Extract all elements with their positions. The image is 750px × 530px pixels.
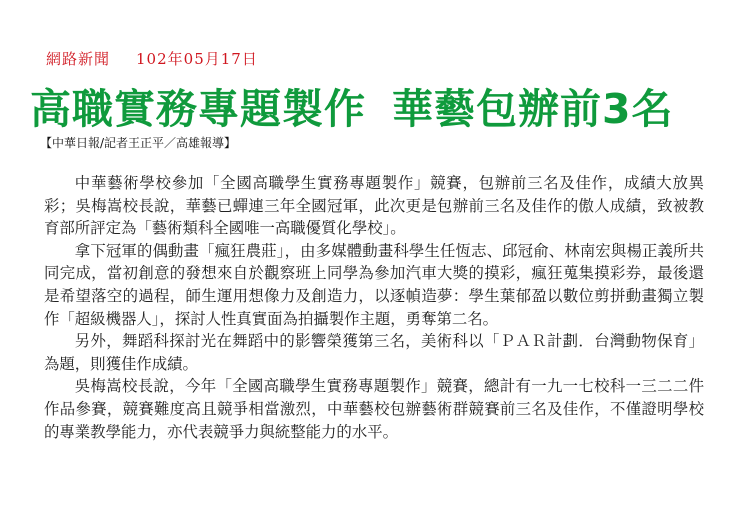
headline xyxy=(30,76,674,135)
news-section-label: 網路新聞 xyxy=(46,50,111,68)
article-paragraph: 吳梅嵩校長說，今年「全國高職學生實務專題製作」競賽，總計有一九一七校科一三二二件作品參賽，競賽難度高且競爭相當激烈，中華藝校包辦藝術群競賽前三名及佳作，不僅證明學校的專業教學能力，亦代表競爭力與統整能力的水平。 xyxy=(44,377,704,441)
article-body xyxy=(44,172,704,443)
headline-part2: 華藝包辦前3名 xyxy=(392,85,674,133)
article-paragraph: 拿下冠軍的偶動畫「瘋狂農莊」，由多媒體動畫科學生任恆志、邱冠俞、林南宏與楊正義所共同完成，當初創意的發想來自於觀察班上同學為參加汽車大獎的摸彩，瘋狂蒐集摸彩券，最後還是希望落空的過程，師生運用想像力及創造力，以逐幀造夢：學生葉郁盈以數位剪拼動畫獨立製作「超級機器人」，探討人性真實面為拍攝製作主題，勇奪第二名。 xyxy=(44,241,704,328)
article-paragraph: 中華藝術學校參加「全國高職學生實務專題製作」競賽，包辦前三名及佳作，成績大放異彩；吳梅嵩校長說，華藝已蟬連三年全國冠軍，此次更是包辦前三名及佳作的傲人成績，致被教育部所評定為「藝術類科全國唯一高職優質化學校」。 xyxy=(44,174,704,238)
byline: 【中華日報/記者王正平／高雄報導】 xyxy=(40,136,237,150)
news-date: 102年05月17日 xyxy=(136,50,258,68)
article-paragraph: 另外，舞蹈科探討光在舞蹈中的影響榮獲第三名，美術科以「ＰＡＲ計劃．台灣動物保育」為題，則獲佳作成績。 xyxy=(44,332,704,373)
headline-part1: 高職實務專題製作 xyxy=(30,85,366,133)
news-header xyxy=(46,48,258,69)
